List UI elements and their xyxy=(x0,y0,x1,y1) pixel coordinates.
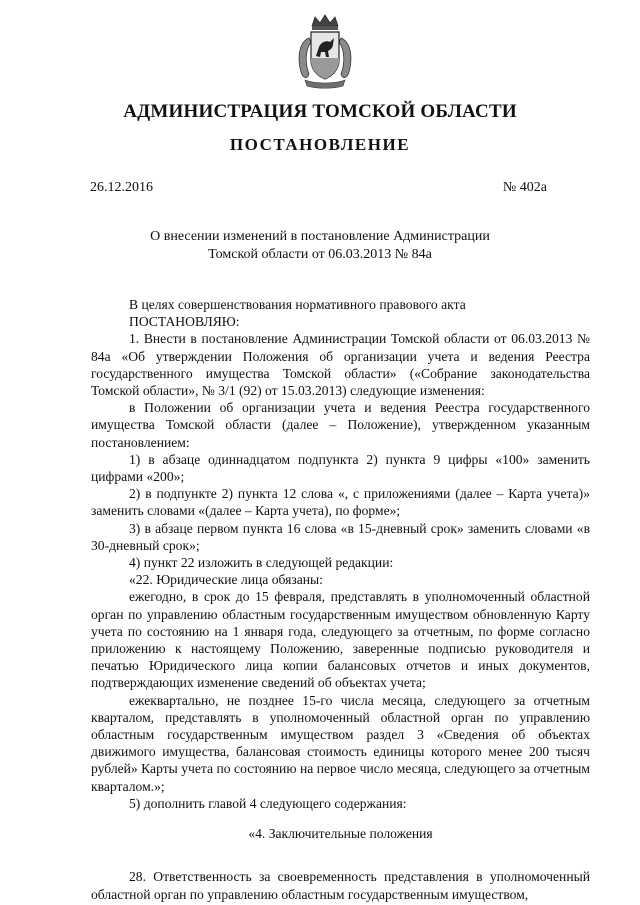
paragraph: 1. Внести в постановление Администрации Томской области от 06.03.2013 № 84а «Об утверждении Положения об организации учета и ведения Реестра государственного имущества Томской области» («Собрание законодательства Томской области», № 3/1 (92) от 15.03.2013) следующие изменения: xyxy=(91,331,590,399)
paragraph: 2) в подпункте 2) пункта 12 слова «, с приложениями (далее – Карта учета)» заменить словами «(далее – Карта учета), по форме»; xyxy=(91,486,590,519)
document-date: 26.12.2016 xyxy=(90,180,153,195)
tomsk-coat-of-arms-icon xyxy=(295,14,355,90)
chapter-heading: «4. Заключительные положения xyxy=(248,826,433,842)
document-subject xyxy=(0,228,640,264)
document-type: ПОСТАНОВЛЕНИЕ xyxy=(229,135,411,154)
paragraph: 1) в абзаце одиннадцатом подпункта 2) пункта 9 цифры «100» заменить цифрами «200»; xyxy=(91,451,590,485)
paragraph: в Положении об организации учета и ведения Реестра государственного имущества Томской области (далее – Положение), утвержденном указанным постановлением: xyxy=(91,400,590,450)
paragraph: В целях совершенствования нормативного правового акта xyxy=(129,297,466,312)
document-number: № 402а xyxy=(502,180,547,195)
subject-line: О внесении изменений в постановление Администрации xyxy=(150,229,490,244)
organization-title: АДМИНИСТРАЦИЯ ТОМСКОЙ ОБЛАСТИ xyxy=(123,101,517,122)
paragraph: 4) пункт 22 изложить в следующей редакции: xyxy=(129,555,394,571)
paragraph: 3) в абзаце первом пункта 16 слова «в 15-дневный срок» заменить словами «в 30-дневный срок»; xyxy=(91,520,590,553)
paragraph: 5) дополнить главой 4 следующего содержания: xyxy=(129,795,407,811)
paragraph: ежеквартально, не позднее 15-го числа месяца, следующего за отчетным кварталом, представлять в уполномоченный областной орган по управлению областным государственным имуществом раздел 3 «Сведения об объектах движимого имущества, балансовая стоимость единицы которого менее 200 тысяч рублей» Карты учета по состоянию на первое число месяца, следующего за отчетным кварталом.»; xyxy=(91,692,590,794)
subject-line: Томской области от 06.03.2013 № 84а xyxy=(208,247,432,262)
document-body xyxy=(91,296,590,903)
paragraph: ПОСТАНОВЛЯЮ: xyxy=(129,314,240,330)
paragraph: «22. Юридические лица обязаны: xyxy=(129,572,323,588)
paragraph: 28. Ответственность за своевременность представления в уполномоченный областной орган по управлению областным государственным имуществом, xyxy=(91,869,590,902)
paragraph: ежегодно, в срок до 15 февраля, представлять в уполномоченный областной орган по управлению областным государственным имуществом обновленную Карту учета по состоянию на 1 января года, следующего за отчетным, по форме согласно приложению к настоящему Положению, заверенные подписью руководителя и печатью Юридического лица копии балансовых отчетов и иных документов, подтверждающих изменение сведений об объектах учета; xyxy=(91,589,590,691)
